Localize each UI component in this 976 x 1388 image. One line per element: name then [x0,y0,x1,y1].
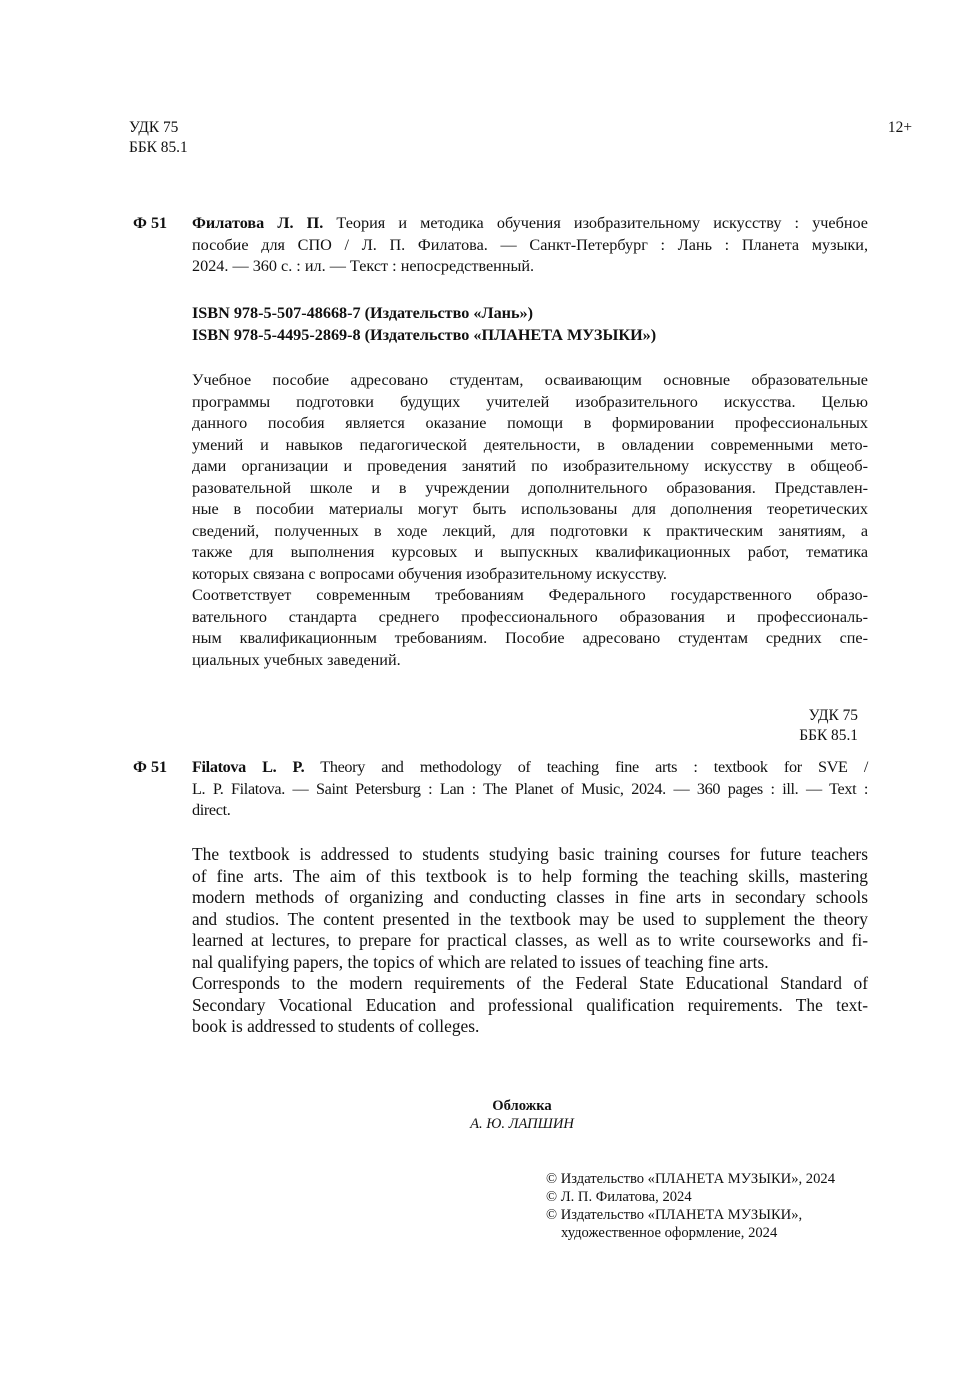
en-record-line: Filatova L. P. Theory and methodology of teaching fine arts : textbook for SVE / [192,758,868,776]
ru-abstract-line: Учебное пособие адресовано студентам, осваивающим основные образовательные [192,371,868,389]
copyright-block [546,1170,835,1242]
en-abstract-line: book is addressed to students of colleges. [192,1016,480,1036]
ru-abstract-line: Соответствует современным требованиям Федерального государственного образо- [192,586,868,604]
ru-abstract-line: разовательной школе и в учреждении дополнительного образования. Представлен- [192,478,868,497]
cover-artist: А. Ю. ЛАПШИН [470,1116,574,1132]
ru-record-author: Филатова Л. П. [192,214,324,232]
ru-abstract-line: которых связана с вопросами обучения изобразительному искусству. [192,564,667,583]
en-abstract-line: of fine arts. The aim of this textbook is to help forming the teaching skills, mastering [192,865,868,886]
ru-abstract-line: сведений, полученных в ходе лекций, для подготовки к практическим занятиям, а [192,521,868,540]
en-bbk-label: ББК 85.1 [799,727,858,744]
en-classification [799,706,858,746]
en-abstract-line: learned at lectures, to prepare for practical classes, as well as to write courseworks and fi- [192,930,868,950]
en-abstract-line: The textbook is addressed to students studying basic training courses for future teachers [192,844,868,864]
ru-abstract-line: также для выполнения курсовых и выпускных квалификационных работ, тематика [192,543,868,561]
en-udk-label: УДК 75 [808,707,858,724]
ru-record-line: 2024. — 360 с. : ил. — Текст : непосредственный. [192,257,535,275]
copyright-line: © Л. П. Филатова, 2024 [546,1189,692,1205]
en-record-code: Ф 51 [133,758,168,776]
en-abstract-line: modern methods of organizing and conducting classes in fine arts in secondary schools [192,887,868,907]
en-abstract-line: Corresponds to the modern requirements of the Federal State Educational Standard of [192,973,868,993]
isbn-block [192,303,656,346]
en-record-description [192,757,868,822]
ru-record-line: пособие для СПО / Л. П. Филатова. — Санкт-Петербург : Лань : Планета музыки, [192,235,868,254]
ru-abstract-line: программы подготовки будущих учителей изобразительного искусства. Целью [192,392,868,411]
en-abstract-line: nal qualifying papers, the topics of which are related to issues of teaching fine arts. [192,951,769,972]
en-abstract-line: Secondary Vocational Education and professional qualification requirements. The text- [192,994,868,1015]
isbn-lan: ISBN 978-5-507-48668-7 (Издательство «Лань») [192,304,534,322]
ru-abstract-line: вательного стандарта среднего профессионального образования и профессиональ- [192,607,868,626]
ru-abstract-line: дами организации и проведения занятий по изобразительному искусству в общеоб- [192,457,868,475]
ru-abstract-line: данного пособия является оказание помощи в формировании профессиональных [192,414,868,432]
en-record-line: L. P. Filatova. — Saint Petersburg : Lan : The Planet of Music, 2024. — 360 pages : ill. — Text : [192,779,868,798]
en-record-author: Filatova L. P. [192,758,305,776]
ru-record-line: Филатова Л. П. Теория и методика обучения изобразительному искусству : учебное [192,214,868,232]
en-record-line: direct. [192,801,231,819]
isbn-planeta: ISBN 978-5-4495-2869-8 (Издательство «ПЛАНЕТА МУЗЫКИ») [192,325,657,344]
ru-abstract-line: ные в пособии материалы могут быть использованы для дополнения теоретических [192,500,868,518]
bbk-label: ББК 85.1 [129,139,188,156]
ru-record-description [192,213,868,278]
udk-label: УДК 75 [129,119,179,136]
ru-abstract-line: ным квалификационным требованиям. Пособие адресовано студентам средних спе- [192,629,868,647]
ru-abstract [192,370,868,671]
ru-abstract-line: циальных учебных заведений. [192,650,401,669]
ru-record-code: Ф 51 [133,214,168,232]
cover-label: Обложка [492,1098,552,1114]
copyright-line: © Издательство «ПЛАНЕТА МУЗЫКИ», [546,1207,803,1223]
en-abstract [192,844,868,1038]
copyright-line: © Издательство «ПЛАНЕТА МУЗЫКИ», 2024 [546,1171,835,1187]
cover-credit [0,1097,976,1133]
en-abstract-line: and studios. The content presented in the textbook may be used to supplement the theory [192,908,868,929]
ru-abstract-line: умений и навыков педагогической деятельности, в овладении современными мето- [192,435,868,454]
copyright-line: художественное оформление, 2024 [561,1225,778,1241]
age-rating: 12+ [887,119,912,136]
